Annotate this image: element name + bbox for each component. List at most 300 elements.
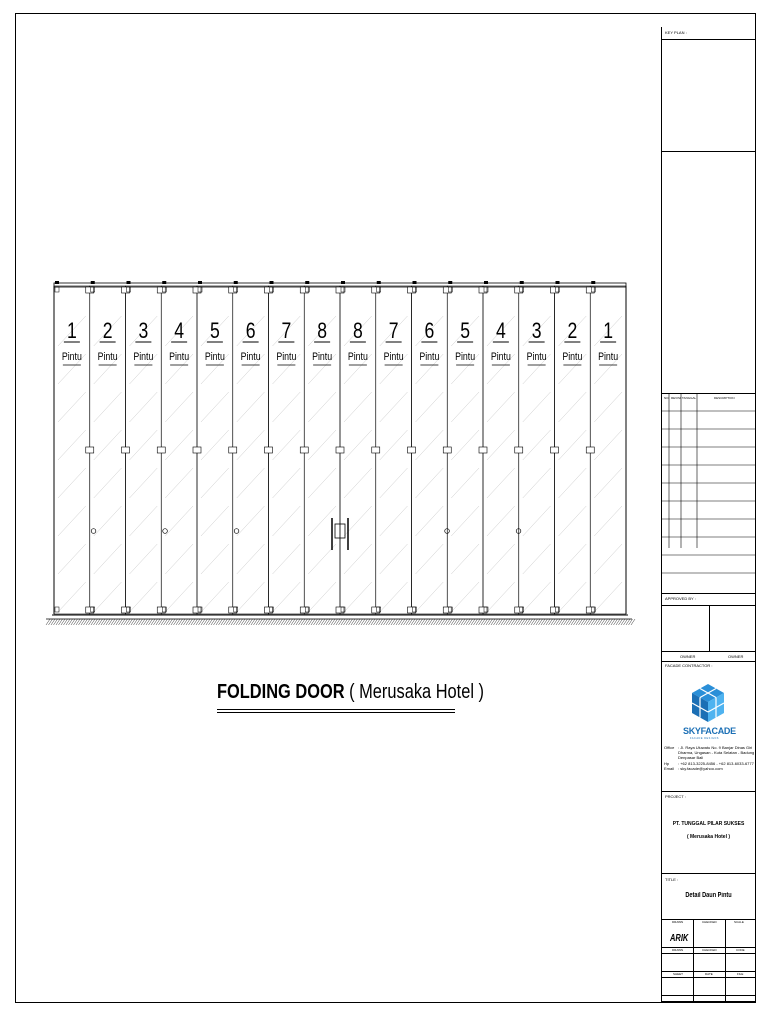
glass-reflection (451, 544, 479, 574)
floor-hatch-stroke (289, 619, 293, 625)
glass-reflection (594, 506, 622, 536)
panel-label: Pintu (240, 351, 261, 364)
floor-hatch-stroke (159, 619, 163, 625)
floor-hatch-stroke (624, 619, 628, 625)
floor-hatch-stroke (566, 619, 570, 625)
floor-hatch-stroke (519, 619, 523, 625)
glass-reflection (58, 544, 86, 574)
floor-hatch-stroke (74, 619, 78, 625)
floor-hatch-stroke (476, 619, 480, 625)
floor-hatch-stroke (371, 619, 375, 625)
floor-hatch-stroke (226, 619, 230, 625)
floor-hatch-stroke (631, 619, 635, 625)
floor-hatch-stroke (211, 619, 215, 625)
floor-hatch-stroke (551, 619, 555, 625)
floor-hatch-stroke (529, 619, 533, 625)
glass-reflection (94, 392, 122, 422)
floor-hatch-stroke (124, 619, 128, 625)
floor-hatch-stroke (411, 619, 415, 625)
office-address: : Jl. Raya Uluwatu No. 9 Banjar Dinas Giri (678, 745, 753, 750)
panel-number: 2 (102, 319, 113, 344)
floor-hatch-stroke (379, 619, 383, 625)
date-label: DATE (705, 972, 713, 976)
floor-hatch-stroke (199, 619, 203, 625)
floor-hatch-stroke (324, 619, 328, 625)
floor-hatch (46, 619, 635, 625)
floor-hatch-stroke (216, 619, 220, 625)
floor-hatch-stroke (241, 619, 245, 625)
glass-reflection (344, 392, 372, 422)
floor-hatch-stroke (214, 619, 218, 625)
floor-hatch-stroke (201, 619, 205, 625)
tb-divider (662, 995, 756, 996)
panel-number: 8 (317, 319, 328, 344)
floor-hatch-stroke (339, 619, 343, 625)
glass-reflection (416, 430, 444, 460)
door-lock (234, 529, 239, 534)
rev-header-tanggal: TANGGAL (682, 396, 697, 400)
floor-hatch-stroke (169, 619, 173, 625)
panel-label: Pintu (490, 351, 511, 364)
drawn-by-value: ARIK (670, 933, 689, 944)
hinge (586, 447, 594, 453)
patch-fitting (55, 607, 59, 612)
floor-hatch-stroke (329, 619, 333, 625)
glass-reflection (165, 468, 193, 498)
glass-reflection (273, 506, 301, 536)
project-label: PROJECT : (665, 794, 686, 799)
tb-divider (662, 661, 756, 662)
glass-reflection (165, 392, 193, 422)
floor-hatch-stroke (136, 619, 140, 625)
owner-label-1: OWNER (680, 654, 696, 659)
glass-reflection (416, 544, 444, 574)
top-roller (591, 281, 595, 284)
floor-hatch-stroke (346, 619, 350, 625)
title-underline (217, 709, 455, 710)
floor-hatch-stroke (121, 619, 125, 625)
floor-hatch-stroke (454, 619, 458, 625)
panel-label: Pintu (133, 351, 154, 364)
panel-label: Pintu (347, 351, 368, 364)
floor-hatch-stroke (491, 619, 495, 625)
floor-hatch-stroke (554, 619, 558, 625)
floor-hatch-stroke (336, 619, 340, 625)
floor-hatch-stroke (619, 619, 623, 625)
drawing-subtitle: ( Merusaka Hotel ) (349, 681, 484, 703)
floor-hatch-stroke (469, 619, 473, 625)
panel-label: Pintu (312, 351, 333, 364)
glass-reflection (165, 582, 193, 612)
glass-reflection (58, 506, 86, 536)
glass-reflection (380, 544, 408, 574)
floor-hatch-stroke (114, 619, 118, 625)
panel-label: Pintu (61, 351, 82, 364)
panel-label: Pintu (419, 351, 440, 364)
floor-hatch-stroke (341, 619, 345, 625)
brand-tagline: FACADE DESIGNS (690, 737, 719, 740)
glass-reflection (451, 430, 479, 460)
floor-hatch-stroke (614, 619, 618, 625)
floor-hatch-stroke (104, 619, 108, 625)
floor-hatch-stroke (424, 619, 428, 625)
code-label: CODE (736, 948, 745, 952)
floor-hatch-stroke (451, 619, 455, 625)
floor-hatch-stroke (91, 619, 95, 625)
floor-hatch-stroke (351, 619, 355, 625)
floor-hatch-stroke (459, 619, 463, 625)
floor-hatch-stroke (224, 619, 228, 625)
floor-hatch-stroke (506, 619, 510, 625)
floor-hatch-stroke (461, 619, 465, 625)
glass-reflection (94, 468, 122, 498)
glass-reflection (201, 392, 229, 422)
floor-hatch-stroke (376, 619, 380, 625)
panel-number: 1 (66, 319, 77, 344)
hinge (515, 447, 523, 453)
glass-reflection (380, 430, 408, 460)
glass-reflection (416, 468, 444, 498)
floor-hatch-stroke (279, 619, 283, 625)
panel-number: 1 (603, 319, 614, 344)
floor-hatch-stroke (164, 619, 168, 625)
floor-hatch-stroke (156, 619, 160, 625)
top-roller (448, 281, 452, 284)
floor-hatch-stroke (489, 619, 493, 625)
floor-hatch-stroke (531, 619, 535, 625)
glass-reflection (237, 506, 265, 536)
rev-header-description: DESCRIPTION (714, 396, 735, 400)
floor-hatch-stroke (431, 619, 435, 625)
glass-reflection (523, 392, 551, 422)
floor-hatch-stroke (326, 619, 330, 625)
skyfacade-logo (688, 682, 728, 724)
panel-label: Pintu (526, 351, 547, 364)
hinge (372, 447, 380, 453)
glass-reflection (165, 430, 193, 460)
floor-hatch-stroke (579, 619, 583, 625)
floor-hatch-stroke (361, 619, 365, 625)
floor-hatch-stroke (56, 619, 60, 625)
floor-hatch-stroke (511, 619, 515, 625)
floor-hatch-stroke (369, 619, 373, 625)
checked-label-2: CHECKED (702, 948, 717, 952)
glass-reflection (559, 392, 587, 422)
glass-reflection (130, 582, 158, 612)
tb-divider (662, 977, 756, 978)
floor-hatch-stroke (344, 619, 348, 625)
floor-hatch-stroke (176, 619, 180, 625)
hinge (336, 447, 344, 453)
top-roller (55, 281, 59, 284)
floor-hatch-stroke (154, 619, 158, 625)
key-plan-label: KEY PLAN : (665, 30, 687, 35)
panel-number: 4 (495, 319, 506, 344)
hinge (157, 447, 165, 453)
floor-hatch-stroke (556, 619, 560, 625)
project-name: PT. TUNGGAL PILAR SUKSES (672, 821, 745, 827)
floor-hatch-stroke (191, 619, 195, 625)
floor-hatch-stroke (254, 619, 258, 625)
floor-hatch-stroke (509, 619, 513, 625)
floor-hatch-stroke (481, 619, 485, 625)
floor-hatch-stroke (561, 619, 565, 625)
checked-label: CHECKED (702, 920, 717, 924)
floor-hatch-stroke (151, 619, 155, 625)
file-label: FILE (737, 972, 744, 976)
floor-hatch-stroke (569, 619, 573, 625)
glass-reflection (273, 430, 301, 460)
office-address-line2: Dharma, Ungasan - Kuta Selatan - Badung (678, 750, 755, 756)
floor-hatch-stroke (146, 619, 150, 625)
sheet-label: SHEET (673, 972, 684, 976)
floor-hatch-stroke (149, 619, 153, 625)
hinge (443, 447, 451, 453)
glass-reflection (416, 392, 444, 422)
floor-hatch-stroke (331, 619, 335, 625)
panel-number: 6 (245, 319, 256, 344)
glass-reflection (237, 468, 265, 498)
hinge (479, 447, 487, 453)
top-roller (413, 281, 417, 284)
floor-hatch-stroke (321, 619, 325, 625)
floor-hatch-stroke (49, 619, 53, 625)
tb-divider (662, 39, 756, 40)
top-roller (341, 281, 345, 284)
glass-reflection (94, 582, 122, 612)
floor-hatch-stroke (166, 619, 170, 625)
floor-hatch-stroke (144, 619, 148, 625)
glass-reflection (344, 430, 372, 460)
tb-col-split (725, 919, 726, 1003)
glass-reflection (451, 468, 479, 498)
floor-hatch-stroke (196, 619, 200, 625)
hp-value: : +62 813-3225-8456 - +62 813-6033-6777 (678, 760, 754, 766)
glass-reflection (201, 544, 229, 574)
floor-hatch-stroke (281, 619, 285, 625)
floor-hatch-stroke (349, 619, 353, 625)
floor-hatch-stroke (374, 619, 378, 625)
contractor-contact (664, 745, 754, 771)
floor-hatch-stroke (301, 619, 305, 625)
floor-hatch-stroke (94, 619, 98, 625)
floor-hatch-stroke (571, 619, 575, 625)
floor-hatch-stroke (534, 619, 538, 625)
floor-hatch-stroke (621, 619, 625, 625)
floor-hatch-stroke (299, 619, 303, 625)
floor-hatch-stroke (546, 619, 550, 625)
owner-split (709, 605, 710, 651)
floor-hatch-stroke (396, 619, 400, 625)
drawn-label: DRAWN (672, 920, 684, 924)
floor-hatch-stroke (106, 619, 110, 625)
tb-divider (662, 953, 756, 954)
floor-hatch-stroke (54, 619, 58, 625)
email-label: Email (664, 765, 675, 771)
floor-hatch-stroke (584, 619, 588, 625)
floor-hatch-stroke (464, 619, 468, 625)
floor-hatch-stroke (319, 619, 323, 625)
floor-hatch-stroke (576, 619, 580, 625)
drawing-title: FOLDING DOOR ( Merusaka Hotel ) (217, 681, 484, 703)
floor-hatch-stroke (419, 619, 423, 625)
glass-reflection (94, 430, 122, 460)
glass-reflection (380, 468, 408, 498)
hinge (408, 447, 416, 453)
floor-hatch-stroke (271, 619, 275, 625)
hinge (86, 447, 94, 453)
top-roller (377, 281, 381, 284)
floor-hatch-stroke (171, 619, 175, 625)
floor-hatch-stroke (501, 619, 505, 625)
floor-hatch-stroke (246, 619, 250, 625)
floor-hatch-stroke (236, 619, 240, 625)
glass-reflection (344, 582, 372, 612)
floor-hatch-stroke (389, 619, 393, 625)
glass-reflection (130, 544, 158, 574)
floor-hatch-stroke (536, 619, 540, 625)
glass-reflection (416, 582, 444, 612)
floor-hatch-stroke (514, 619, 518, 625)
floor-hatch-stroke (606, 619, 610, 625)
floor-hatch-stroke (46, 619, 50, 625)
title-label: TITLE : (665, 877, 679, 882)
floor-hatch-stroke (251, 619, 255, 625)
floor-hatch-stroke (311, 619, 315, 625)
floor-hatch-stroke (581, 619, 585, 625)
panel-number: 4 (174, 319, 185, 344)
rev-header-no: NO. (664, 396, 670, 400)
top-roller (127, 281, 131, 284)
floor-hatch-stroke (64, 619, 68, 625)
floor-hatch-stroke (109, 619, 113, 625)
floor-hatch-stroke (101, 619, 105, 625)
panel-label: Pintu (169, 351, 190, 364)
glass-reflection (237, 582, 265, 612)
revision-table-grid (661, 393, 756, 593)
glass-reflection (559, 506, 587, 536)
floor-hatch-stroke (134, 619, 138, 625)
tb-col-split (693, 919, 694, 1003)
project-subtitle: ( Merusaka Hotel ) (686, 834, 731, 840)
floor-hatch-stroke (69, 619, 73, 625)
floor-hatch-stroke (274, 619, 278, 625)
glass-reflection (487, 506, 515, 536)
floor-hatch-stroke (384, 619, 388, 625)
floor-hatch-stroke (399, 619, 403, 625)
glass-reflection (201, 506, 229, 536)
glass-reflection (58, 582, 86, 612)
hinge (193, 447, 201, 453)
floor-hatch-stroke (474, 619, 478, 625)
floor-hatch-stroke (541, 619, 545, 625)
glass-reflection (487, 430, 515, 460)
floor-hatch-stroke (269, 619, 273, 625)
floor-hatch-stroke (89, 619, 93, 625)
floor-hatch-stroke (516, 619, 520, 625)
brand-name: SKYFACADE (683, 726, 736, 736)
floor-hatch-stroke (574, 619, 578, 625)
panel-number: 7 (281, 319, 292, 344)
floor-hatch-stroke (184, 619, 188, 625)
door-lock (163, 529, 168, 534)
floor-hatch-stroke (194, 619, 198, 625)
glass-reflection (594, 582, 622, 612)
floor-hatch-stroke (429, 619, 433, 625)
floor-hatch-stroke (484, 619, 488, 625)
top-roller (305, 281, 309, 284)
panel-label: Pintu (276, 351, 297, 364)
glass-reflection (559, 544, 587, 574)
floor-hatch-stroke (291, 619, 295, 625)
rev-header-revisi: REVISI (671, 396, 681, 400)
glass-reflection (559, 430, 587, 460)
top-roller (520, 281, 524, 284)
tb-divider (662, 873, 756, 874)
drawn-label-2: DRAWN (672, 948, 684, 952)
floor-hatch-stroke (261, 619, 265, 625)
floor-hatch-stroke (589, 619, 593, 625)
floor-hatch-stroke (221, 619, 225, 625)
glass-reflection (559, 582, 587, 612)
patch-fitting (55, 287, 59, 292)
glass-reflection (165, 544, 193, 574)
approved-by-label: APPROVED BY : (665, 596, 696, 601)
floor-hatch-stroke (629, 619, 633, 625)
floor-hatch-stroke (559, 619, 563, 625)
floor-hatch-stroke (206, 619, 210, 625)
glass-reflection (344, 468, 372, 498)
glass-reflection (273, 392, 301, 422)
floor-hatch-stroke (334, 619, 338, 625)
glass-reflection (594, 544, 622, 574)
floor-hatch-stroke (599, 619, 603, 625)
floor-hatch-stroke (524, 619, 528, 625)
panel-label: Pintu (97, 351, 118, 364)
floor-hatch-stroke (499, 619, 503, 625)
panel-label: Pintu (455, 351, 476, 364)
floor-hatch-stroke (544, 619, 548, 625)
floor-hatch-stroke (99, 619, 103, 625)
floor-hatch-stroke (116, 619, 120, 625)
panel-label: Pintu (383, 351, 404, 364)
glass-reflection (273, 582, 301, 612)
office-address-line3: Denpasar Bali (678, 755, 704, 761)
glass-reflection (58, 392, 86, 422)
tb-divider (662, 791, 756, 792)
top-roller (234, 281, 238, 284)
glass-reflection (273, 544, 301, 574)
floor-hatch-stroke (181, 619, 185, 625)
floor-hatch-stroke (244, 619, 248, 625)
glass-reflection (201, 468, 229, 498)
floor-hatch-stroke (479, 619, 483, 625)
floor-hatch-stroke (539, 619, 543, 625)
floor-hatch-stroke (229, 619, 233, 625)
floor-hatch-stroke (186, 619, 190, 625)
floor-hatch-stroke (209, 619, 213, 625)
panel-label: Pintu (562, 351, 583, 364)
floor-hatch-stroke (296, 619, 300, 625)
floor-hatch-stroke (394, 619, 398, 625)
floor-hatch-stroke (486, 619, 490, 625)
glass-reflection (487, 392, 515, 422)
glass-reflection (130, 468, 158, 498)
floor-hatch-stroke (406, 619, 410, 625)
hinge (122, 447, 130, 453)
tb-divider (662, 1001, 756, 1002)
hinge (229, 447, 237, 453)
